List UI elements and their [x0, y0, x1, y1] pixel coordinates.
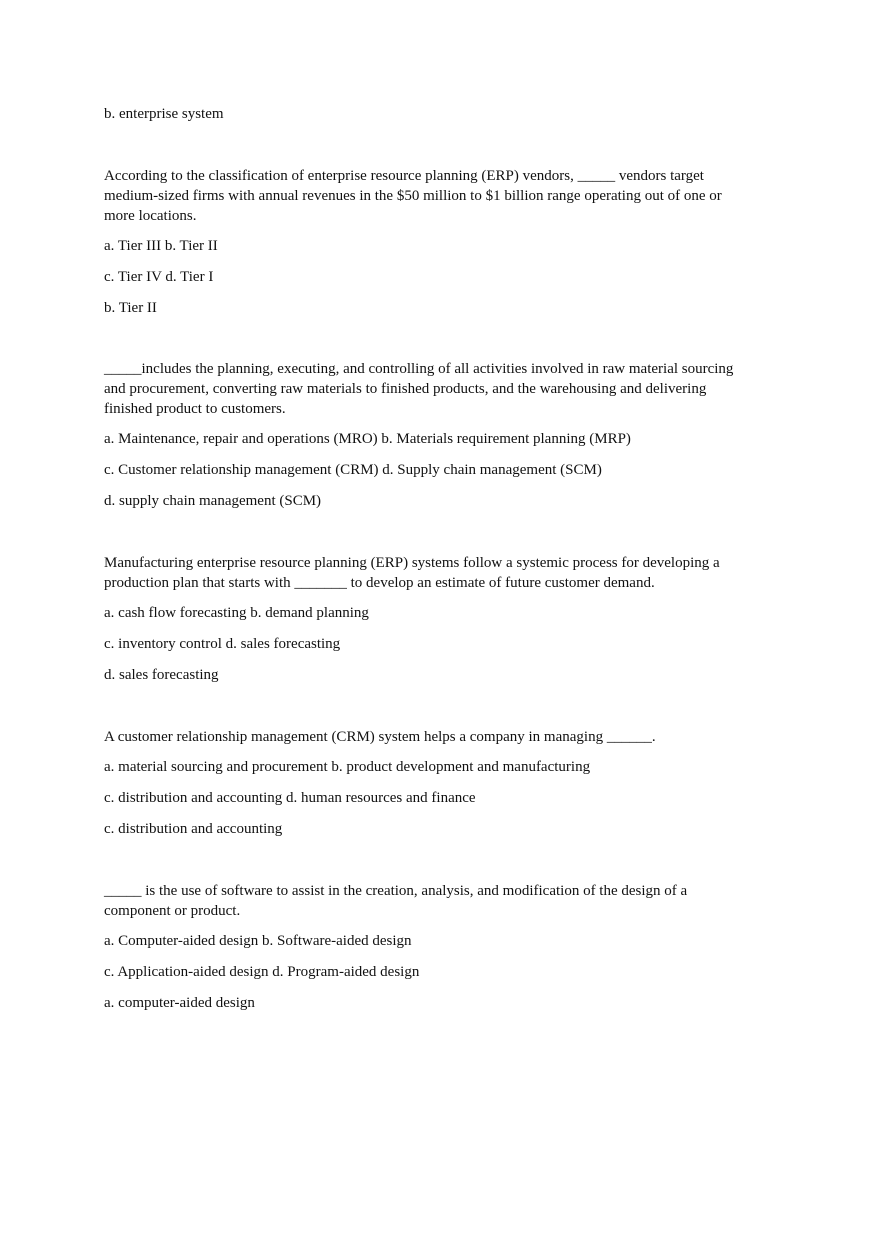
question-1-options-line-2: c. Tier IV d. Tier I	[104, 269, 214, 285]
question-3-answer: d. sales forecasting	[104, 667, 219, 683]
question-3-options-line-1: a. cash flow forecasting b. demand planning	[104, 605, 369, 621]
question-4-options-line-2: c. distribution and accounting d. human resources and finance	[104, 790, 476, 806]
question-5-answer: a. computer-aided design	[104, 995, 255, 1011]
question-2-text-line-1: _____includes the planning, executing, and controlling of all activities involved in raw material sourcing	[104, 361, 734, 377]
previous-answer: b. enterprise system	[104, 106, 224, 122]
question-5-options-line-2: c. Application-aided design d. Program-aided design	[104, 964, 420, 980]
question-1-text-line-2: medium-sized firms with annual revenues in the $50 million to $1 billion range operating out of one or	[104, 188, 722, 204]
question-5-options-line-1: a. Computer-aided design b. Software-aided design	[104, 933, 412, 949]
question-5-text-line-2: component or product.	[104, 903, 241, 919]
question-1-options-line-1: a. Tier III b. Tier II	[104, 238, 218, 254]
question-2-text-line-2: and procurement, converting raw materials to finished products, and the warehousing and delivering	[104, 381, 707, 397]
question-4-text-line-1: A customer relationship management (CRM) system helps a company in managing ______.	[104, 729, 656, 745]
question-3-options-line-2: c. inventory control d. sales forecasting	[104, 636, 341, 652]
question-3-text-line-2: production plan that starts with _______ to develop an estimate of future customer demand.	[104, 575, 655, 591]
question-4-options-line-1: a. material sourcing and procurement b. product development and manufacturing	[104, 759, 591, 775]
question-3-text-line-1: Manufacturing enterprise resource planning (ERP) systems follow a systemic process for developing a	[104, 555, 720, 571]
question-2-options-line-2: c. Customer relationship management (CRM) d. Supply chain management (SCM)	[104, 462, 602, 478]
question-5-text-line-1: _____ is the use of software to assist in the creation, analysis, and modification of the design of a	[104, 883, 688, 899]
question-1-text-line-3: more locations.	[104, 208, 197, 224]
question-2-text-line-3: finished product to customers.	[104, 401, 286, 417]
question-4-answer: c. distribution and accounting	[104, 821, 283, 837]
question-1-text-line-1: According to the classification of enterprise resource planning (ERP) vendors, _____ vendors target	[104, 168, 704, 184]
question-1-answer: b. Tier II	[104, 300, 157, 316]
question-2-options-line-1: a. Maintenance, repair and operations (MRO) b. Materials requirement planning (MRP)	[104, 431, 631, 447]
question-2-answer: d. supply chain management (SCM)	[104, 493, 322, 509]
